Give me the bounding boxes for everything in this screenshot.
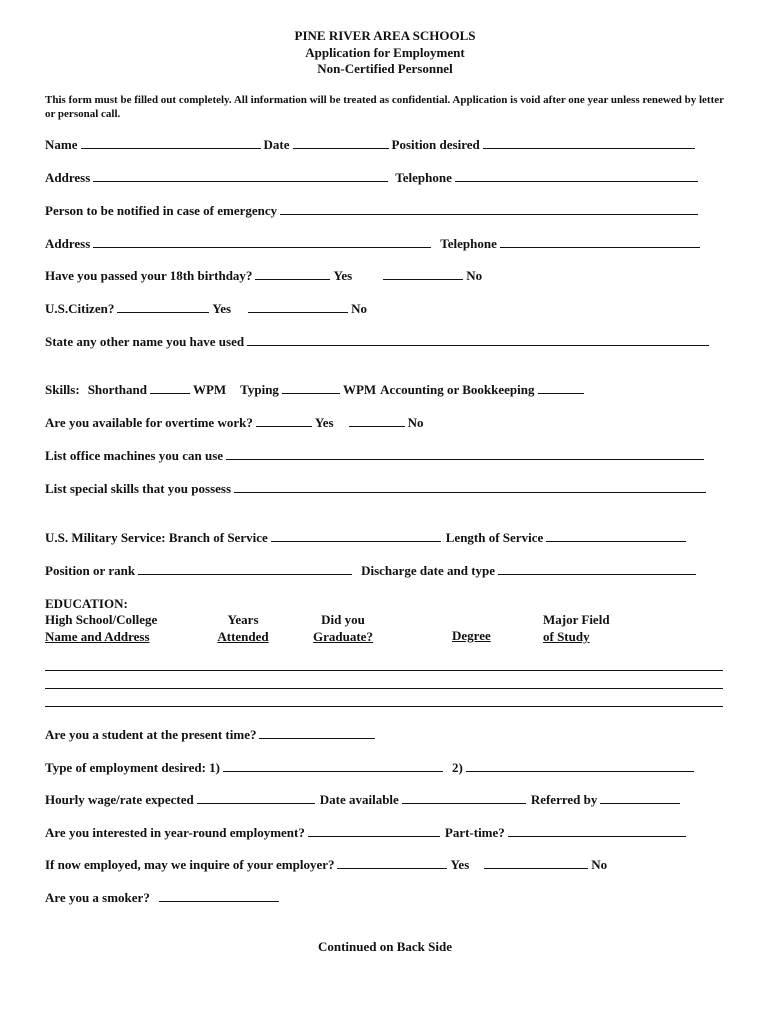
edu-col-school-line2: Name and Address xyxy=(45,628,150,644)
row-name xyxy=(45,137,698,153)
row-wage xyxy=(45,792,683,808)
row-skills xyxy=(45,382,587,398)
smoker-field[interactable] xyxy=(159,890,279,902)
typing-wpm: WPM xyxy=(342,382,377,397)
row-age xyxy=(45,268,482,284)
row-address xyxy=(45,170,701,186)
overtime-question: Are you available for overtime work? xyxy=(45,415,253,430)
telephone2-field[interactable] xyxy=(500,236,700,248)
row-address2 xyxy=(45,236,703,252)
position-rank-label: Position or rank xyxy=(45,563,136,578)
special-skills-label: List special skills that you possess xyxy=(45,481,232,496)
typing-field[interactable] xyxy=(282,382,340,394)
row-inquire-employer xyxy=(45,857,607,873)
employment-type-label: Type of employment desired: 1) xyxy=(45,760,220,775)
address2-label: Address xyxy=(45,236,91,251)
student-question: Are you a student at the present time? xyxy=(45,727,257,742)
inquire-no-label: No xyxy=(591,857,608,872)
office-machines-label: List office machines you can use xyxy=(45,448,224,463)
typing-label: Typing xyxy=(240,382,279,397)
referred-by-field[interactable] xyxy=(600,792,680,804)
education-line-3[interactable] xyxy=(45,706,723,707)
form-header xyxy=(0,28,770,78)
org-name: PINE RIVER AREA SCHOOLS xyxy=(294,28,476,43)
name-label: Name xyxy=(45,137,78,152)
smoker-question: Are you a smoker? xyxy=(45,890,150,905)
address2-field[interactable] xyxy=(93,236,431,248)
year-round-field[interactable] xyxy=(308,825,440,837)
row-special-skills xyxy=(45,481,709,497)
citizen-question: U.S.Citizen? xyxy=(45,301,115,316)
office-machines-field[interactable] xyxy=(226,448,704,460)
edu-col-years xyxy=(216,612,270,645)
emergency-field[interactable] xyxy=(280,203,698,215)
inquire-employer-question: If now employed, may we inquire of your employer? xyxy=(45,857,335,872)
form-title: Application for Employment xyxy=(305,44,465,60)
address-label: Address xyxy=(45,170,91,185)
position-desired-label: Position desired xyxy=(391,137,480,152)
inquire-no-field[interactable] xyxy=(484,857,588,869)
age-question: Have you passed your 18th birthday? xyxy=(45,268,253,283)
citizen-yes-field[interactable] xyxy=(117,301,209,313)
date-field[interactable] xyxy=(293,137,389,149)
employment-type-1-field[interactable] xyxy=(223,760,443,772)
edu-col-degree xyxy=(452,628,491,645)
education-title: EDUCATION: xyxy=(45,596,128,611)
citizen-yes-label: Yes xyxy=(212,301,232,316)
part-time-label: Part-time? xyxy=(444,825,505,840)
inquire-yes-label: Yes xyxy=(450,857,470,872)
overtime-no-label: No xyxy=(407,415,424,430)
shorthand-wpm: WPM xyxy=(192,382,227,397)
edu-col-degree-label: Degree xyxy=(452,628,491,643)
emergency-label: Person to be notified in case of emergency xyxy=(45,203,278,218)
intro-text: This form must be filled out completely. All information will be treated as confidential. Application is void after one year unless renewed by letter or personal call. xyxy=(45,94,724,120)
branch-field[interactable] xyxy=(271,530,441,542)
discharge-label: Discharge date and type xyxy=(361,563,496,578)
shorthand-field[interactable] xyxy=(150,382,190,394)
address-field[interactable] xyxy=(93,170,388,182)
employment-type-2-field[interactable] xyxy=(466,760,694,772)
edu-col-graduate-line2: Graduate? xyxy=(313,628,373,644)
edu-col-school-line1: High School/College xyxy=(45,612,158,627)
row-emergency xyxy=(45,203,701,219)
date-available-label: Date available xyxy=(319,792,399,807)
citizen-no-field[interactable] xyxy=(248,301,348,313)
form-subtitle: Non-Certified Personnel xyxy=(317,61,453,76)
row-military xyxy=(45,530,689,546)
date-available-field[interactable] xyxy=(402,792,526,804)
edu-col-school xyxy=(45,612,157,645)
row-student xyxy=(45,727,378,743)
position-desired-field[interactable] xyxy=(483,137,695,149)
student-field[interactable] xyxy=(259,727,375,739)
length-service-label: Length of Service xyxy=(445,530,544,545)
telephone-field[interactable] xyxy=(455,170,698,182)
row-citizen xyxy=(45,301,367,317)
edu-col-years-line2: Attended xyxy=(217,628,269,644)
citizen-no-label: No xyxy=(351,301,368,316)
row-smoker xyxy=(45,890,282,906)
date-label: Date xyxy=(263,137,290,152)
accounting-label: Accounting or Bookkeeping xyxy=(380,382,535,397)
part-time-field[interactable] xyxy=(508,825,686,837)
special-skills-field[interactable] xyxy=(234,481,706,493)
accounting-field[interactable] xyxy=(538,382,584,394)
other-name-field[interactable] xyxy=(247,334,709,346)
employment-type-2-label: 2) xyxy=(452,760,463,775)
referred-by-label: Referred by xyxy=(530,792,598,807)
position-rank-field[interactable] xyxy=(138,563,352,575)
inquire-yes-field[interactable] xyxy=(337,857,447,869)
edu-col-major-line1: Major Field xyxy=(543,612,610,627)
edu-col-graduate xyxy=(310,612,376,645)
row-employment-type xyxy=(45,760,697,776)
age-no-label: No xyxy=(466,268,483,283)
edu-col-years-line1: Years xyxy=(227,612,259,627)
name-field[interactable] xyxy=(81,137,261,149)
row-position-rank xyxy=(45,563,699,579)
discharge-field[interactable] xyxy=(498,563,696,575)
year-round-question: Are you interested in year-round employment? xyxy=(45,825,305,840)
row-office-machines xyxy=(45,448,707,464)
telephone2-label: Telephone xyxy=(440,236,497,251)
telephone-label: Telephone xyxy=(395,170,452,185)
shorthand-label: Shorthand xyxy=(87,382,147,397)
edu-col-major-line2: of Study xyxy=(543,628,590,644)
education-line-2[interactable] xyxy=(45,688,723,689)
edu-col-major xyxy=(543,612,610,645)
row-year-round xyxy=(45,825,689,841)
military-label: U.S. Military Service: Branch of Service xyxy=(45,530,268,545)
education-line-1[interactable] xyxy=(45,670,723,671)
age-yes-field[interactable] xyxy=(255,268,330,280)
edu-col-graduate-line1: Did you xyxy=(321,612,365,627)
hourly-wage-label: Hourly wage/rate expected xyxy=(45,792,194,807)
row-overtime xyxy=(45,415,424,431)
skills-label: Skills: xyxy=(45,382,80,397)
overtime-yes-label: Yes xyxy=(314,415,334,430)
age-no-field[interactable] xyxy=(383,268,463,280)
overtime-yes-field[interactable] xyxy=(256,415,312,427)
length-service-field[interactable] xyxy=(546,530,686,542)
overtime-no-field[interactable] xyxy=(349,415,405,427)
hourly-wage-field[interactable] xyxy=(197,792,315,804)
continued-note: Continued on Back Side xyxy=(317,939,452,954)
other-name-label: State any other name you have used xyxy=(45,334,245,349)
row-other-name xyxy=(45,334,712,350)
age-yes-label: Yes xyxy=(333,268,353,283)
